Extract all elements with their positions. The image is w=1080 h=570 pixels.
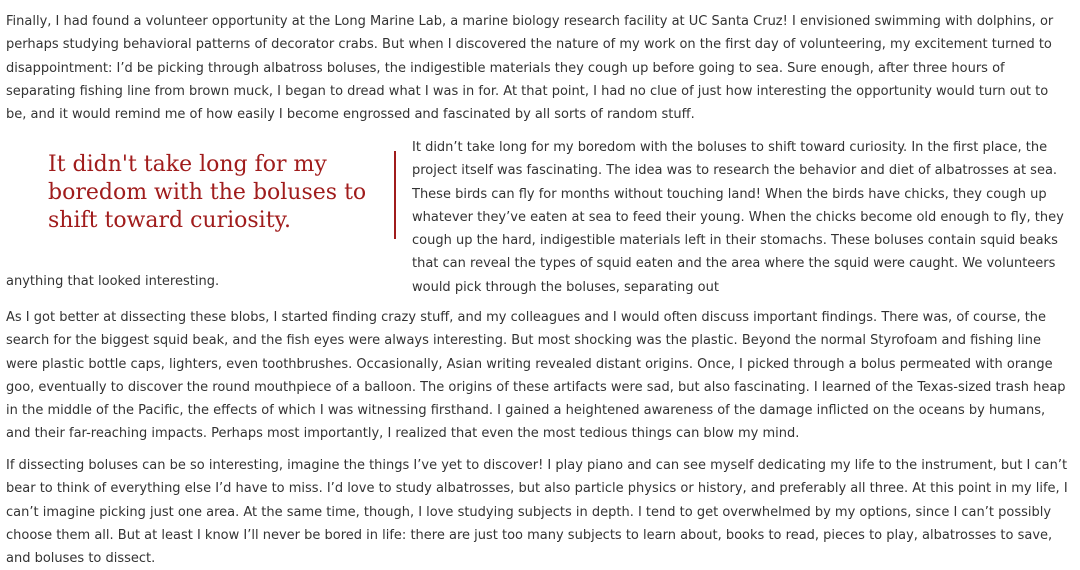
paragraph-curiosity-continued: anything that looked interesting. bbox=[6, 274, 220, 289]
paragraph-curiosity: It didn’t take long for my boredom with the boluses to shift toward curiosity. In the first place, the project itself was fascinating. The idea was to research the behavior and diet of albatrosses at sea. These birds can fly for months without touching land! When the birds have chicks, they cough up whatever they’ve eaten at sea to feed their young. When the chicks become old enough to fly, they cough up the hard, indigestible materials left in their stomachs. These boluses contain squid beaks that can reveal the types of squid eaten and the area where the squid were caught. We volunteers would pick through the boluses, separating out bbox=[412, 140, 1064, 295]
pull-quote-text: It didn't take long for my boredom with the boluses to shift toward curiosity. bbox=[48, 152, 367, 233]
paragraph-findings: As I got better at dissecting these blobs, I started finding crazy stuff, and my colleagues and I would often discuss important findings. There was, of course, the search for the biggest squid beak, and the fish eyes were always interesting. But most shocking was the plastic. Beyond the normal Styrofoam and fishing line were plastic bottle caps, lighters, even toothbrushes. Occasionally, Asian writing revealed distant origins. Once, I picked through a bolus permeated with orange goo, eventually to discover the round mouthpiece of a balloon. The origins of these artifacts were sad, but also fascinating. I learned of the Texas-sized trash heap in the middle of the Pacific, the effects of which I was witnessing firsthand. I gained a heightened awareness of the damage inflicted on the oceans by humans, and their far-reaching impacts. Perhaps most importantly, I realized that even the most tedious things can blow my mind. bbox=[6, 310, 1066, 442]
paragraph-intro: Finally, I had found a volunteer opportunity at the Long Marine Lab, a marine biology research facility at UC Santa Cruz! I envisioned swimming with dolphins, or perhaps studying behavioral patterns of decorator crabs. But when I discovered the nature of my work on the first day of volunteering, my excitement turned to disappointment: I’d be picking through albatross boluses, the indigestible materials they cough up before going to sea. Sure enough, after three hours of separating fishing line from brown muck, I began to dread what I was in for. At that point, I had no clue of just how interesting the opportunity would turn out to be, and it would remind me of how easily I become engrossed and fascinated by all sorts of random stuff. bbox=[6, 14, 1054, 123]
pull-quote-block bbox=[6, 148, 408, 242]
pull-quote-divider bbox=[394, 151, 396, 239]
paragraph-conclusion: If dissecting boluses can be so interesting, imagine the things I’ve yet to discover! I play piano and can see myself dedicating my life to the instrument, but I can’t bear to think of everything else I’d have to miss. I’d love to study albatrosses, but also particle physics or history, and preferably all three. At this point in my life, I can’t imagine picking just one area. At the same time, though, I love studying subjects in depth. I tend to get overwhelmed by my options, since I can’t possibly choose them all. But at least I know I’ll never be bored in life: there are just too many subjects to learn about, books to read, pieces to play, albatrosses to save, and boluses to dissect. bbox=[6, 458, 1068, 567]
